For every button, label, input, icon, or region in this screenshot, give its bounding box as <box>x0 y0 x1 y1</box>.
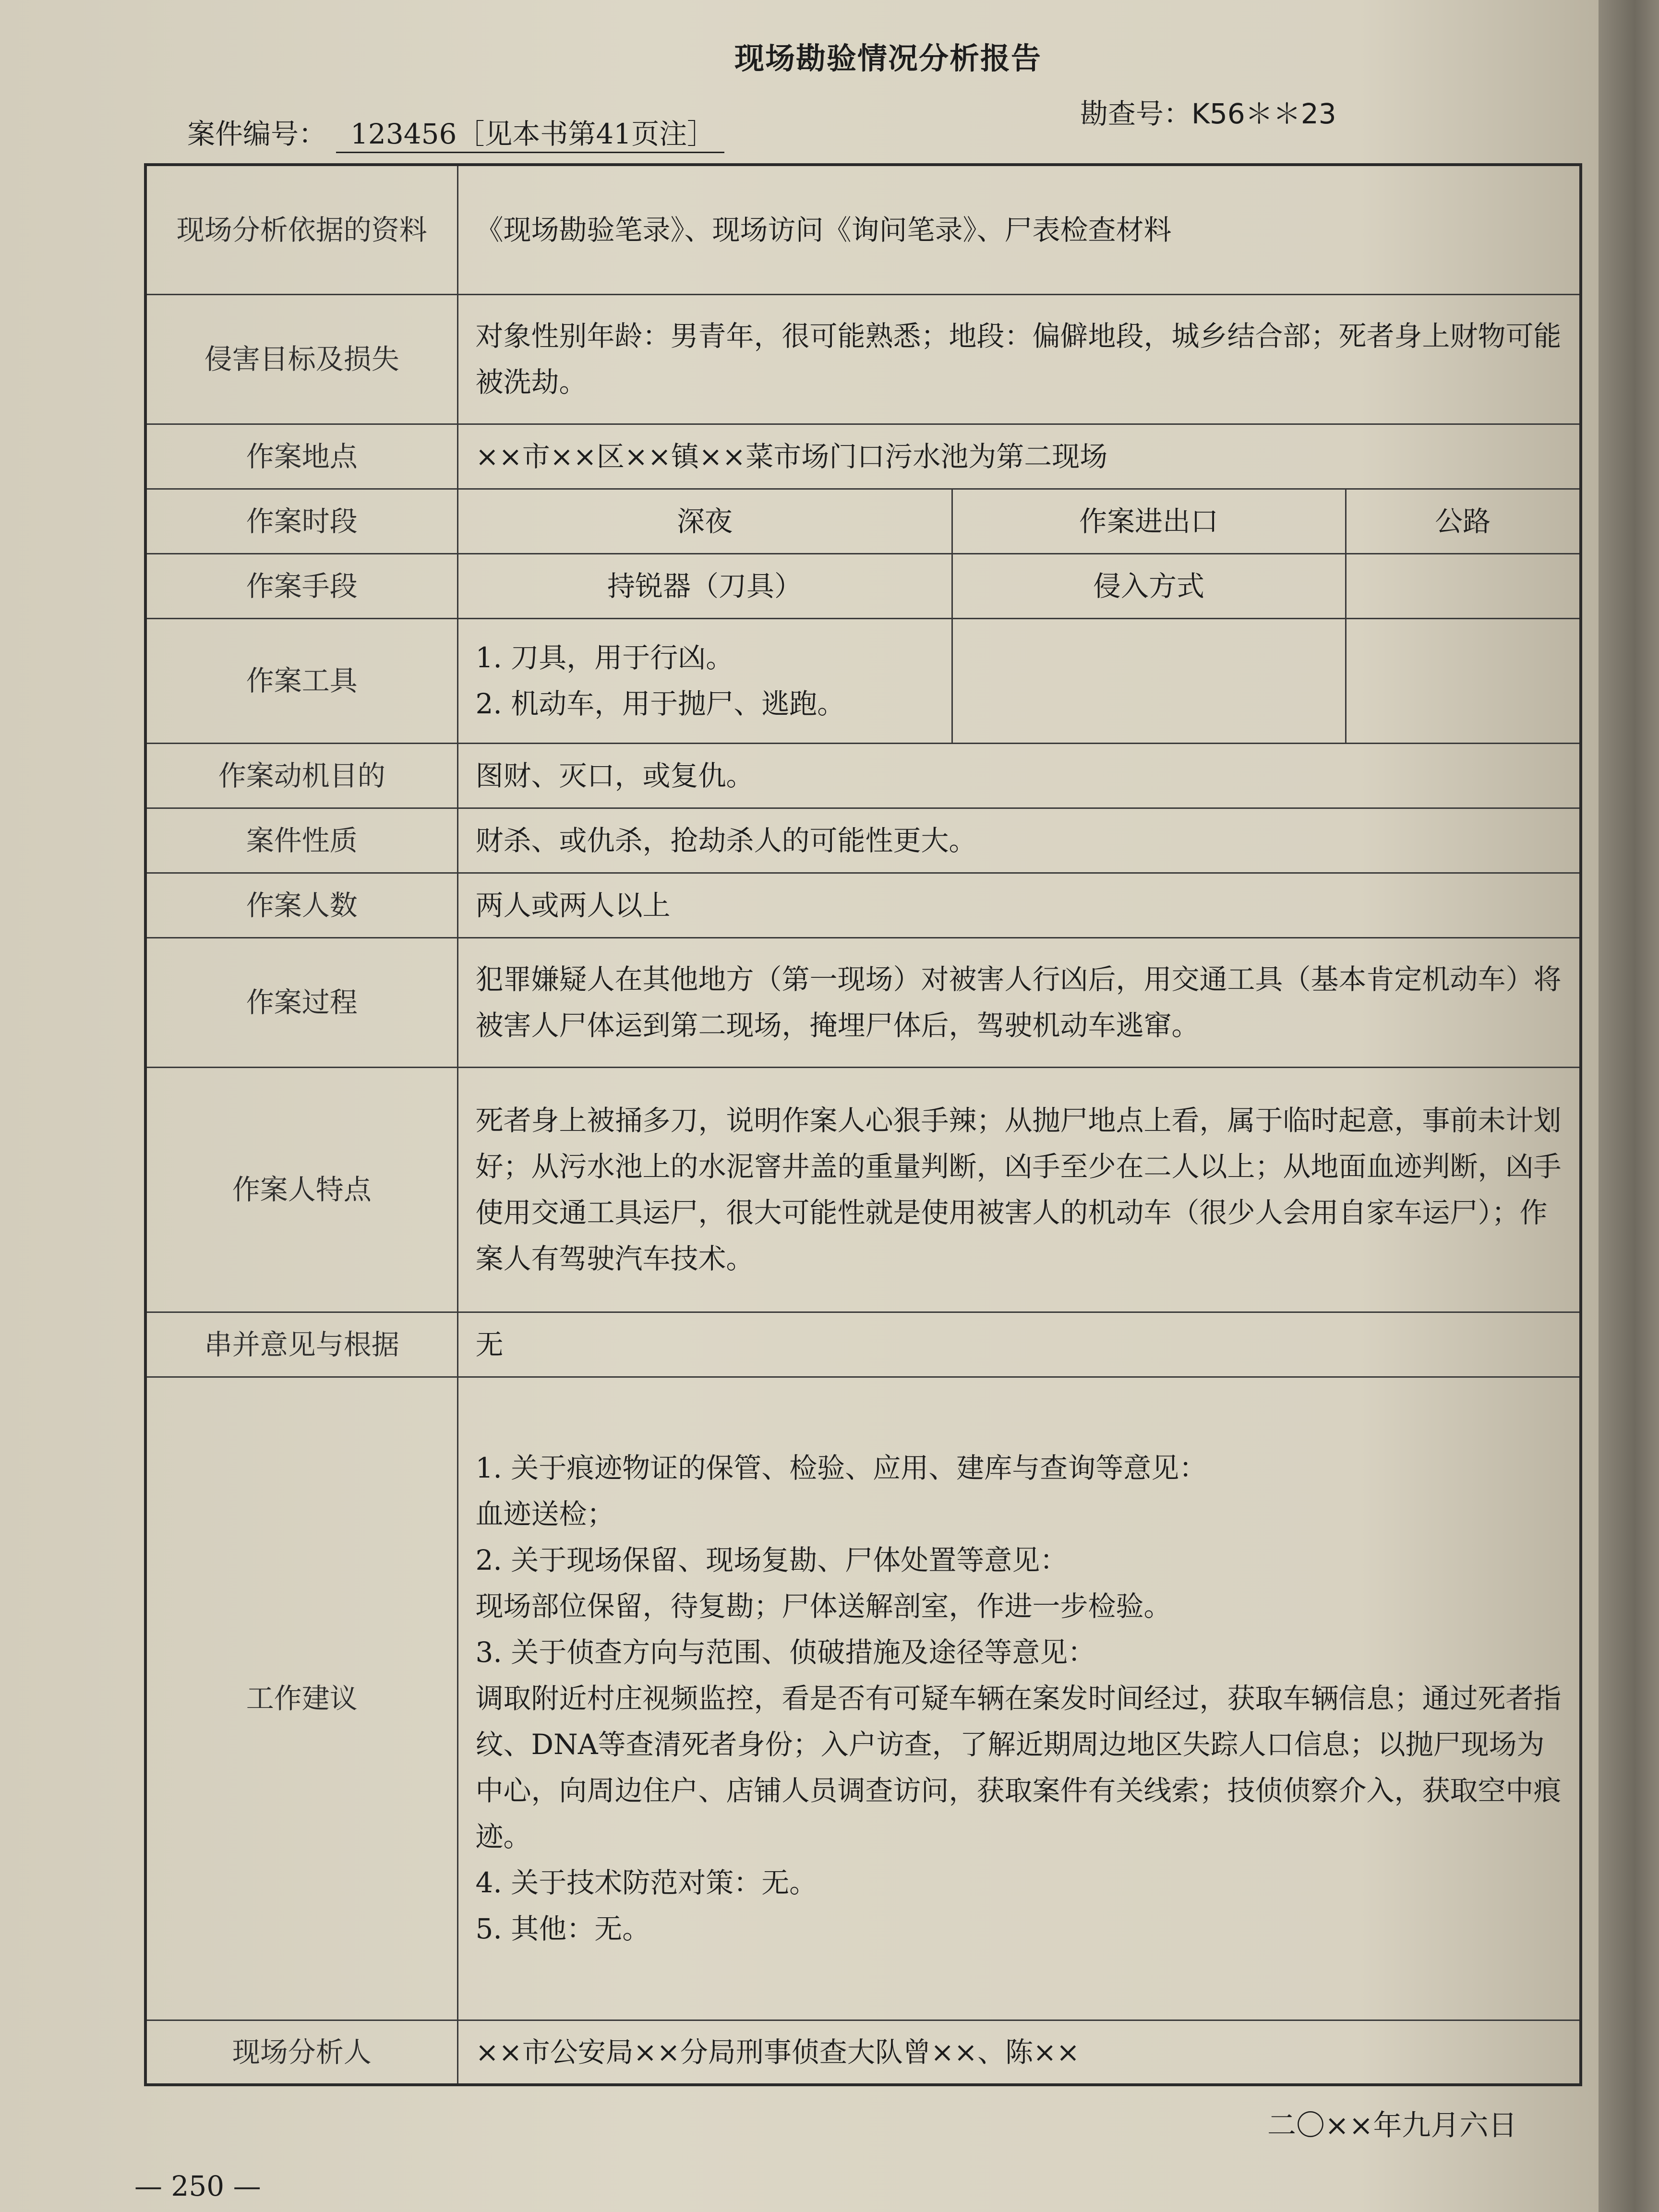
table-row <box>145 165 1581 294</box>
table-row <box>145 873 1581 938</box>
intrusion-value <box>1346 553 1581 618</box>
table-row <box>145 1312 1581 1377</box>
advice-line-4: 现场部位保留，待复勘；尸体送解剖室，作进一步检验。 <box>475 1590 1172 1623</box>
basis-label: 现场分析依据的资料 <box>145 165 457 294</box>
table-row <box>145 1377 1581 2020</box>
tools-value <box>457 618 952 743</box>
advice-line-1: 1. 关于痕迹物证的保管、检验、应用、建库与查询等意见： <box>475 1452 1207 1484</box>
table-row <box>145 938 1581 1067</box>
table-row <box>145 294 1581 424</box>
advice-value <box>457 1377 1581 2020</box>
entry-label: 作案进出口 <box>952 489 1346 553</box>
intrusion-label: 侵入方式 <box>952 553 1346 618</box>
case-number-label: 案件编号： <box>187 118 327 150</box>
advice-line-7: 4. 关于技术防范对策：无。 <box>475 1866 817 1899</box>
nature-value: 财杀、或仇杀，抢劫杀人的可能性更大。 <box>457 808 1581 873</box>
nature-label: 案件性质 <box>145 808 457 873</box>
location-label: 作案地点 <box>145 424 457 489</box>
report-date: 二〇××年九月六日 <box>1267 2109 1517 2142</box>
count-value: 两人或两人以上 <box>457 873 1581 938</box>
advice-label: 工作建议 <box>145 1377 457 2020</box>
traits-value: 死者身上被捅多刀，说明作案人心狠手辣；从抛尸地点上看，属于临时起意，事前未计划好；从污水池上的水泥窨井盖的重量判断，凶手至少在二人以上；从地面血迹判断，凶手使用交通工具运尸，很大可能性就是使用被害人的机动车（很少人会用自家车运尸）；作案人有驾驶汽车技术。 <box>457 1067 1581 1312</box>
tools-line-1: 1. 刀具，用于行凶。 <box>475 641 734 674</box>
motive-label: 作案动机目的 <box>145 743 457 808</box>
table-row <box>145 618 1581 743</box>
table-row <box>145 489 1581 553</box>
case-number-value: 123456［见本书第41页注］ <box>336 111 724 153</box>
time-label: 作案时段 <box>145 489 457 553</box>
location-value: ××市××区××镇××菜市场门口污水池为第二现场 <box>457 424 1581 489</box>
means-value: 持锐器（刀具） <box>457 553 952 618</box>
inspection-number: 勘查号：K56＊＊23 <box>1080 97 1336 130</box>
process-label: 作案过程 <box>145 938 457 1067</box>
time-value: 深夜 <box>457 489 952 553</box>
tools-empty-cell <box>952 618 1346 743</box>
basis-value: 《现场勘验笔录》、现场访问《询问笔录》、尸表检查材料 <box>457 165 1581 294</box>
serial-value: 无 <box>457 1312 1581 1377</box>
book-spine <box>1599 0 1659 2212</box>
analyst-value: ××市公安局××分局刑事侦查大队曾××、陈×× <box>457 2020 1581 2085</box>
table-row <box>145 743 1581 808</box>
tools-label: 作案工具 <box>145 618 457 743</box>
target-label: 侵害目标及损失 <box>145 294 457 424</box>
tools-line-2: 2. 机动车，用于抛尸、逃跑。 <box>475 687 845 720</box>
advice-line-5: 3. 关于侦查方向与范围、侦破措施及途径等意见： <box>475 1636 1096 1669</box>
case-number <box>187 111 724 153</box>
analysis-table <box>144 163 1582 2086</box>
page-number: — 250 — <box>134 2170 261 2202</box>
motive-value: 图财、灭口，或复仇。 <box>457 743 1581 808</box>
target-value: 对象性别年龄：男青年，很可能熟悉；地段：偏僻地段，城乡结合部；死者身上财物可能被洗劫。 <box>457 294 1581 424</box>
table-row <box>145 553 1581 618</box>
count-label: 作案人数 <box>145 873 457 938</box>
advice-line-2: 血迹送检； <box>475 1498 615 1530</box>
tools-empty-cell <box>1346 618 1581 743</box>
advice-line-6: 调取附近村庄视频监控，看是否有可疑车辆在案发时间经过，获取车辆信息；通过死者指纹、DNA等查清死者身份；入户访查，了解近期周边地区失踪人口信息；以抛尸现场为中心，向周边住户、店铺人员调查访问，获取案件有关线索；技侦侦察介入，获取空中痕迹。 <box>475 1682 1562 1853</box>
report-title: 现场勘验情况分析报告 <box>734 41 1042 76</box>
entry-value: 公路 <box>1346 489 1581 553</box>
table-row <box>145 1067 1581 1312</box>
traits-label: 作案人特点 <box>145 1067 457 1312</box>
serial-label: 串并意见与根据 <box>145 1312 457 1377</box>
process-value: 犯罪嫌疑人在其他地方（第一现场）对被害人行凶后，用交通工具（基本肯定机动车）将被害人尸体运到第二现场，掩埋尸体后，驾驶机动车逃窜。 <box>457 938 1581 1067</box>
table-row <box>145 424 1581 489</box>
table-row <box>145 2020 1581 2085</box>
table-row <box>145 808 1581 873</box>
analyst-label: 现场分析人 <box>145 2020 457 2085</box>
advice-line-8: 5. 其他：无。 <box>475 1912 650 1945</box>
means-label: 作案手段 <box>145 553 457 618</box>
advice-line-3: 2. 关于现场保留、现场复勘、尸体处置等意见： <box>475 1544 1068 1576</box>
